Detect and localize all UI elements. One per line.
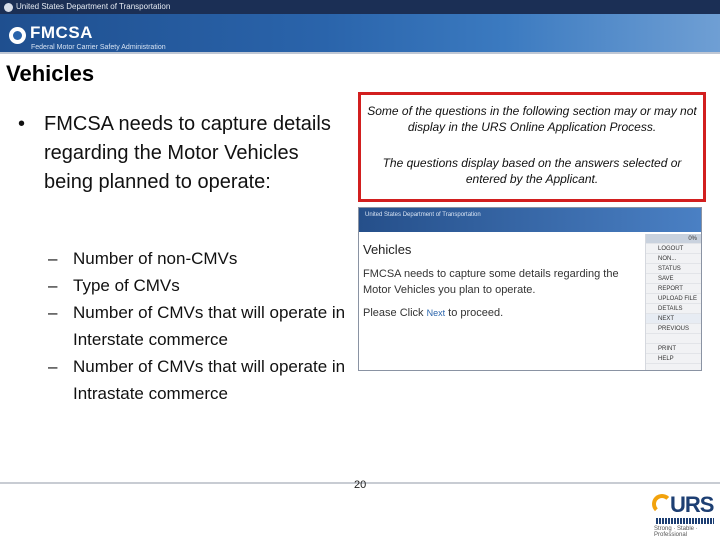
- slide-title: Vehicles: [6, 61, 95, 86]
- sub-bullet-text: Type of CMVs: [73, 276, 180, 295]
- urs-logo: [650, 492, 716, 536]
- screenshot-title: Vehicles: [363, 242, 412, 257]
- sidebar-item: UPLOAD FILE: [646, 294, 701, 304]
- next-link: Next: [426, 308, 446, 318]
- screenshot-body: FMCSA needs to capture some details regarding the Motor Vehicles you plan to operate.: [363, 268, 619, 296]
- gov-bar-text: United States Department of Transportation: [16, 2, 171, 11]
- sidebar-item: REPORT: [646, 284, 701, 294]
- sidebar-item: STATUS: [646, 264, 701, 274]
- header-divider: [0, 52, 720, 54]
- header-banner: [0, 14, 720, 52]
- note-line-2: The questions display based on the answers selected or entered by the Applicant.: [382, 156, 682, 186]
- dot-seal-icon: [4, 3, 13, 12]
- sidebar-item: PREVIOUS: [646, 324, 701, 334]
- fmcsa-logo-icon: [9, 27, 26, 44]
- sub-bullet-list: [48, 245, 348, 407]
- bullet-marker: •: [18, 113, 26, 135]
- main-bullet: [18, 110, 338, 197]
- sidebar-spacer: [646, 334, 701, 344]
- dash-marker: –: [48, 276, 58, 295]
- sub-bullet-text: Number of non-CMVs: [73, 249, 238, 268]
- sidebar-item-next: NEXT: [646, 314, 701, 324]
- fmcsa-subtitle: Federal Motor Carrier Safety Administration: [31, 44, 166, 51]
- urs-swoosh-icon: [652, 494, 672, 514]
- sidebar-item: PRINT: [646, 344, 701, 354]
- sub-bullet-item: [48, 245, 348, 272]
- instruction-prefix: Please Click: [363, 307, 427, 319]
- screenshot-header: [359, 208, 701, 232]
- urs-logo-text: URS: [670, 492, 714, 517]
- sub-bullet-item: [48, 353, 348, 407]
- dash-marker: –: [48, 249, 58, 268]
- screenshot-header-text: United States Department of Transportation: [365, 212, 481, 218]
- sidebar-progress: 0%: [646, 234, 701, 244]
- note-line-1: Some of the questions in the following section may or may not display in the URS Online Application Process.: [367, 104, 697, 134]
- screenshot-sidebar: [645, 234, 701, 371]
- urs-stripe-icon: [656, 518, 714, 524]
- gov-bar: [0, 0, 720, 14]
- sub-bullet-item: [48, 299, 348, 353]
- dash-marker: –: [48, 303, 58, 322]
- sub-bullet-text: Number of CMVs that will operate in Intrastate commerce: [73, 357, 346, 403]
- sidebar-item: SAVE: [646, 274, 701, 284]
- instruction-suffix: to proceed.: [445, 307, 504, 319]
- dash-marker: –: [48, 357, 58, 376]
- sidebar-item: NON...: [646, 254, 701, 264]
- sub-bullet-text: Number of CMVs that will operate in Interstate commerce: [73, 303, 346, 349]
- screenshot-instruction: [363, 307, 503, 319]
- embedded-screenshot: [358, 207, 702, 371]
- sidebar-item: HELP: [646, 354, 701, 364]
- sidebar-item: LOGOUT: [646, 244, 701, 254]
- urs-tagline: Strong · Stable · Professional: [654, 526, 698, 538]
- sub-bullet-item: [48, 272, 348, 299]
- sidebar-item: DETAILS: [646, 304, 701, 314]
- main-bullet-text: FMCSA needs to capture details regarding the Motor Vehicles being planned to operate:: [44, 113, 331, 193]
- note-callout: [358, 92, 706, 202]
- page-number: 20: [354, 479, 367, 491]
- fmcsa-logo-text: FMCSA: [30, 23, 93, 42]
